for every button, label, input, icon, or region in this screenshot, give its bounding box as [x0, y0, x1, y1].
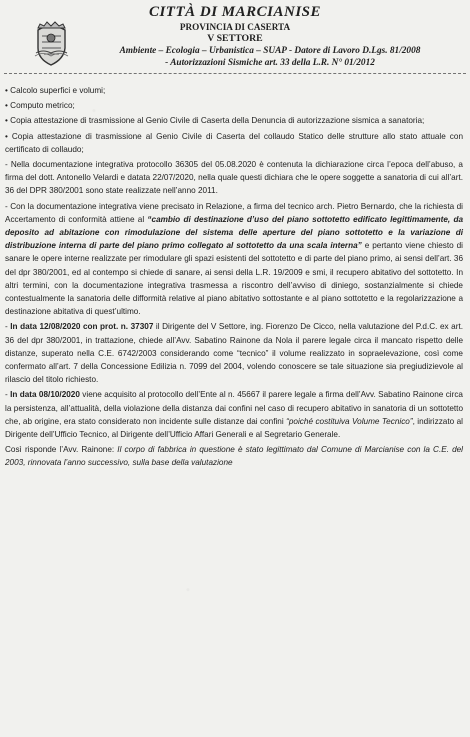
paragraph-4-text: viene acquisito al protocollo dell’Ente al n. 45667 il parere legale a firma dell’Avv. Sabatino Rainone circa la persistenza, all’attualità, della violazione della distanza dai confini nel caso di recupero abitativo in sanatoria di un sottotetto che, ab origine, era stato considerato non incidente sulle distanze dai confini	[5, 390, 463, 426]
paragraph-3-bold: In data 12/08/2020 con prot. n. 37307	[10, 322, 154, 332]
paragraph-4-bold: In data 08/10/2020	[10, 390, 80, 400]
paragraph-5-text: Così risponde l’Avv. Rainone:	[5, 445, 118, 455]
paragraph-5	[5, 443, 463, 469]
bullet-text: Copia attestazione di trasmissione al Genio Civile di Caserta del collaudo Statico delle strutture allo stato attuale con certificato di collaudo;	[5, 131, 463, 154]
bullet-text: Computo metrico;	[10, 101, 75, 111]
bullet-item: • Computo metrico;	[5, 101, 75, 111]
paragraph-4-end: , indirizzato al Dirigente dell’Ufficio Tecnico, al Dirigente dell’Ufficio Affari Generali e al Segretario Generale.	[5, 416, 463, 440]
paragraph-2-part-1: Con la documentazione integrativa viene precisato in Relazione, a firma del tecnico arch. Pietro Bernardo, che la richiesta di Accertamento di conformità attiene al	[5, 201, 463, 224]
province-title: PROVINCIA DI CASERTA	[179, 22, 291, 32]
paragraph-3: - In data 12/08/2020 con prot. n. 37307 il Dirigente del V Settore, ing. Fiorenzo De Cicco, nella valutazione del P.d.C. ex art. 36 del dpr 380/2001, in trattazione, chiede all’Avv. Sabatino Rainone da Nola il parere legale circa il mancato rispetto delle distanze, superato nella C.E. 6742/2003 considerando come “tecnico” il volume realizzato in sopraelevazione, così come confermato all’art. 7 della Concessione Edilizia n. 7099 del 2004, volendo conoscere se tale situazione sia pregiudizievole al rilascio del titolo richiesto.	[5, 322, 463, 385]
paragraph-3-text: il Dirigente del V Settore, ing. Fiorenzo De Cicco, nella valutazione del P.d.C. ex art. 36 del dpr 380/2001, in trattazione, chiede all’Avv. Sabatino Rainone da Nola il parere legale circa il mancato rispetto delle distanze, superato nella C.E. 6742/2003 considerando come “tecnico” il volume realizzato in sopraelevazione, così come confermato all’art. 7 della Concessione Edilizia n. 7099 del 2004, volendo conoscere se tale situazione sia pregiudizievole al rilascio del titolo richiesto.	[5, 322, 463, 385]
bullet-item: • Calcolo superfici e volumi;	[5, 86, 106, 95]
header-divider	[4, 73, 466, 74]
paragraph-2: - Con la documentazione integrativa viene precisato in Relazione, a firma del tecnico arch. Pietro Bernardo, che la richiesta di Accertamento di conformità attiene al “cambio di destinazione d’uso del piano sottotetto edificato legittimamente, da deposito ad abitazione con rimodulazione del sistema delle aperture del piano sottotetto e la variazione di distribuzione interna di parte del piano primo collegato al sottotetto da una scala interna” e pertanto viene chiesto di sanare le opere interne realizzate per rimodulare gli spazi esistenti del sottotetto e di parte del piano primo, ai sensi dell’art. 36 del dpr 380/2001, ed al contempo si chiede di sanare, ai sensi della L.R. 19/2009 e smi, il recupero abitativo del sottotetto. In altri termini, con la documentazione integrativa trasmessa a riscontro dell’avviso di diniego, sostanzialmente si chiede contestualmente la sanatoria delle difformità relative al piano abitativo sottostante e al piano sottotetto e la regolarizzazione a destinazione abitativa di quest’ultimo.	[5, 201, 463, 317]
paragraph-2-part-2: e pertanto viene chiesto di sanare le opere interne realizzate per rimodulare gli spazi esistenti del sottotetto e di parte del piano primo, ai sensi dell’art. 36 del dpr 380/2001, ed al contempo si chiede di sanare, ai sensi della L.R. 19/2009 e smi, il recupero abitativo del sottotetto. In altri termini, con la documentazione integrativa trasmessa a riscontro dell’avviso di diniego, sostanzialmente si chiede contestualmente la sanatoria delle difformità relative al piano abitativo sottostante e al piano sottotetto e la regolarizzazione a destinazione abitativa di quest’ultimo.	[5, 241, 463, 317]
bullet-text: Copia attestazione di trasmissione al Genio Civile di Caserta della Denuncia di autorizzazione sismica a sanatoria;	[10, 116, 425, 126]
paragraph-2-bold: “cambio di destinazione d’uso del piano sottotetto edificato legittimamente, da deposito ad abitazione con rimodulazione del sistema delle aperture del piano sottotetto e la variazione di distribuzione interna di parte del piano primo collegato al sottotetto da una scala interna”	[5, 214, 463, 251]
paragraph-1: - Nella documentazione integrativa protocollo 36305 del 05.08.2020 è contenuta la dichiarazione circa l’epoca dell’abuso, a firma del dott. Antonello Velardi e datata 22/07/2020, nella quale questi dichiara che le opere soggette a sanatoria di cui all’art. 36 del DPR 380/2001 sono state realizzate nell’anno 2011.	[5, 160, 463, 196]
paragraph-4-italic: “poiché costituiva Volume Tecnico”	[286, 416, 413, 426]
paragraph-4: - In data 08/10/2020 viene acquisito al protocollo dell’Ente al n. 45667 il parere legale a firma dell’Avv. Sabatino Rainone circa la persistenza, all’attualità, della violazione della distanza dai confini nel caso di recupero abitativo in sanatoria di un sottotetto che, ab origine, era stato considerato non incidente sulle distanze dai confini “poiché costituiva Volume Tecnico”, indirizzato al Dirigente dell’Ufficio Tecnico, al Dirigente dell’Ufficio Affari Generali e al Segretario Generale.	[5, 390, 463, 440]
department-line-1: Ambiente – Ecologia – Urbanistica – SUAP - Datore di Lavoro D.Lgs. 81/2008	[119, 46, 421, 56]
city-title: CITTÀ DI MARCIANISE	[148, 4, 322, 20]
bullet-item: • Copia attestazione di trasmissione al Genio Civile di Caserta del collaudo Statico delle strutture allo stato attuale con certificato di collaudo;	[5, 131, 463, 154]
paragraph-5-italic: Il corpo di fabbrica in questione è stato legittimato dal Comune di Marcianise con la C.E. del 2003, rinnovata l’anno successivo, sulla base della valutazione	[5, 445, 463, 468]
department-line-2: - Autorizzazioni Sismiche art. 33 della L.R. N° 01/2012	[165, 58, 375, 68]
document-body	[5, 84, 463, 472]
bullet-item: • Copia attestazione di trasmissione al Genio Civile di Caserta della Denuncia di autorizzazione sismica a sanatoria;	[5, 116, 425, 126]
letterhead	[0, 0, 470, 86]
paragraph-1-text: Nella documentazione integrativa protocollo 36305 del 05.08.2020 è contenuta la dichiarazione circa l’epoca dell’abuso, a firma del dott. Antonello Velardi e datata 22/07/2020, nella quale questi dichiara che le opere soggette a sanatoria di cui all’art. 36 del DPR 380/2001 sono state realizzate nell’anno 2011.	[5, 160, 463, 196]
bullet-text: Calcolo superfici e volumi;	[10, 86, 106, 95]
sector-title: V SETTORE	[207, 33, 263, 44]
